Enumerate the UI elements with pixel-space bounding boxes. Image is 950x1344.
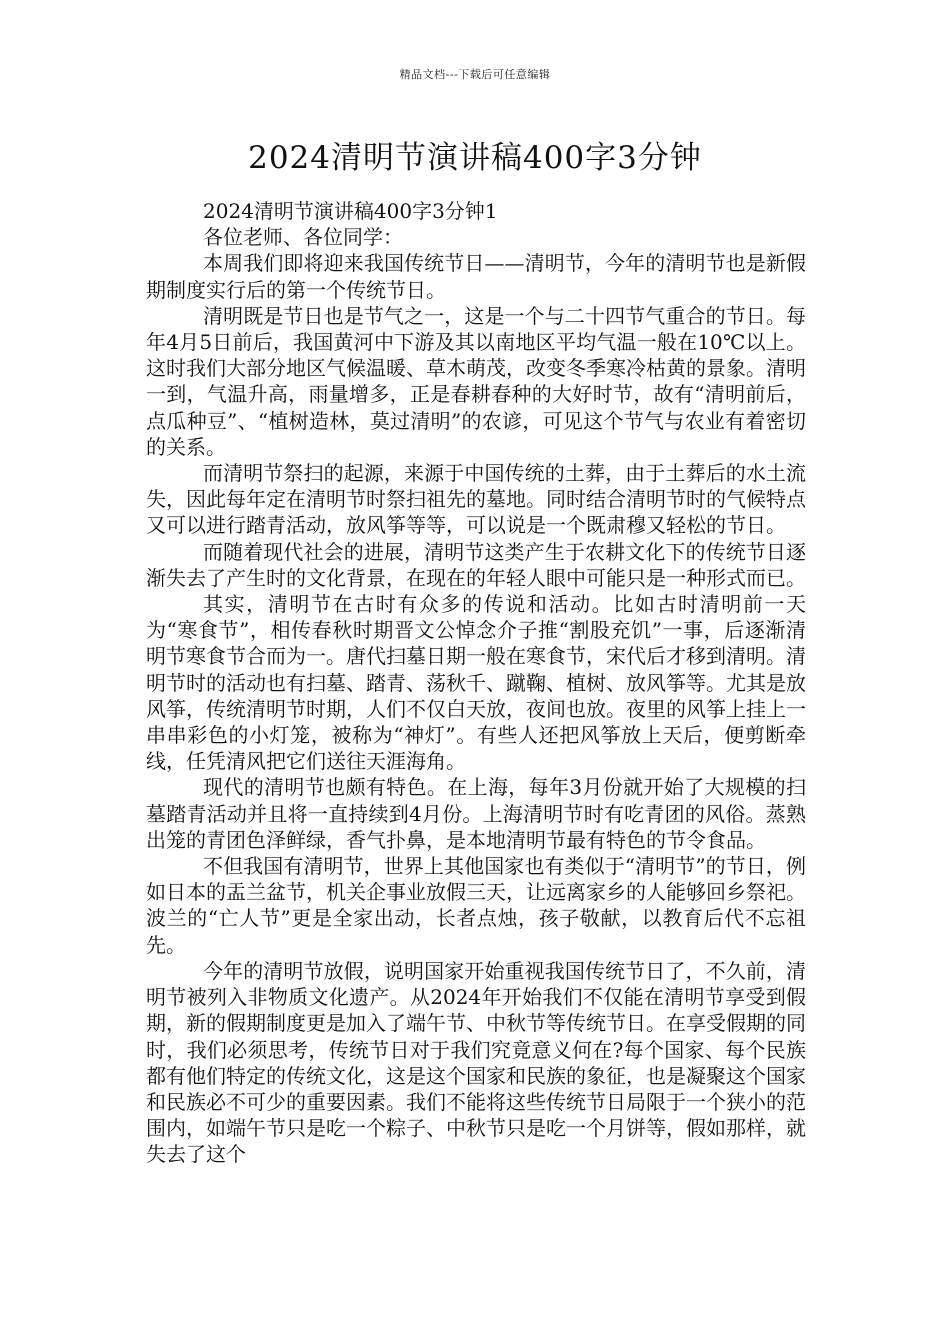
paragraph: 不但我国有清明节，世界上其他国家也有类似于“清明节”的节日，例如日本的盂兰盆节，机关企事业放假三天，让远离家乡的人能够回乡祭祀。波兰的“亡人节”更是全家出动，长者点烛，孩子敬献，以教育后代不忘祖先。	[146, 854, 806, 957]
paragraph: 而随着现代社会的进展，清明节这类产生于农耕文化下的传统节日逐渐失去了产生时的文化背景，在现在的年轻人眼中可能只是一种形式而已。	[146, 539, 806, 590]
paragraph-greeting: 各位老师、各位同学：	[203, 225, 403, 250]
document-body	[146, 198, 806, 1168]
paragraph: 清明既是节日也是节气之一，这是一个与二十四节气重合的节日。每年4月5日前后，我国黄河中下游及其以南地区平均气温一般在10℃以上。这时我们大部分地区气候温暖、草木萌茂，改变冬季寒冷枯黄的景象。清明一到，气温升高，雨量增多，正是春耕春种的大好时节，故有“清明前后，点瓜种豆”、“植树造林，莫过清明”的农谚，可见这个节气与农业有着密切的关系。	[146, 303, 806, 459]
paragraph: 今年的清明节放假，说明国家开始重视我国传统节日了，不久前，清明节被列入非物质文化遗产。从2024年开始我们不仅能在清明节享受到假期，新的假期制度更是加入了端午节、中秋节等传统节日。在享受假期的同时，我们必须思考，传统节日对于我们究竟意义何在?每个国家、每个民族都有他们特定的传统文化，这是这个国家和民族的象征，也是凝聚这个国家和民族必不可少的重要因素。我们不能将这些传统节日局限于一个狭小的范围内，如端午节只是吃一个粽子、中秋节只是吃一个月饼等，假如那样，就失去了这个	[146, 958, 806, 1167]
paragraph: 而清明节祭扫的起源，来源于中国传统的土葬，由于土葬后的水土流失，因此每年定在清明节时祭扫祖先的墓地。同时结合清明节时的气候特点又可以进行踏青活动，放风筝等等，可以说是一个既肃穆又轻松的节日。	[146, 461, 806, 538]
paragraph: 现代的清明节也颇有特色。在上海，每年3月份就开始了大规模的扫墓踏青活动并且将一直持续到4月份。上海清明节时有吃青团的风俗。蒸熟出笼的青团色泽鲜绿，香气扑鼻，是本地清明节最有特色的节令食品。	[146, 775, 806, 852]
paragraph-subtitle: 2024清明节演讲稿400字3分钟1	[203, 199, 498, 223]
page-header-note: 精品文档---下载后可任意编辑	[399, 68, 551, 81]
paragraph: 其实，清明节在古时有众多的传说和活动。比如古时清明前一天为“寒食节”，相传春秋时期晋文公悼念介子推“割股充饥”一事，后逐渐清明节寒食节合而为一。唐代扫墓日期一般在寒食节，宋代后才移到清明。清明节时的活动也有扫墓、踏青、荡秋千、蹴鞠、植树、放风筝等。尤其是放风筝，传统清明节时期，人们不仅白天放，夜间也放。夜里的风筝上挂上一串串彩色的小灯笼，被称为“神灯”。有些人还把风筝放上天后，便剪断牵线，任凭清风把它们送往天涯海角。	[146, 592, 806, 774]
document-title: 2024清明节演讲稿400字3分钟	[248, 140, 702, 176]
paragraph: 本周我们即将迎来我国传统节日——清明节，今年的清明节也是新假期制度实行后的第一个传统节日。	[146, 251, 806, 302]
